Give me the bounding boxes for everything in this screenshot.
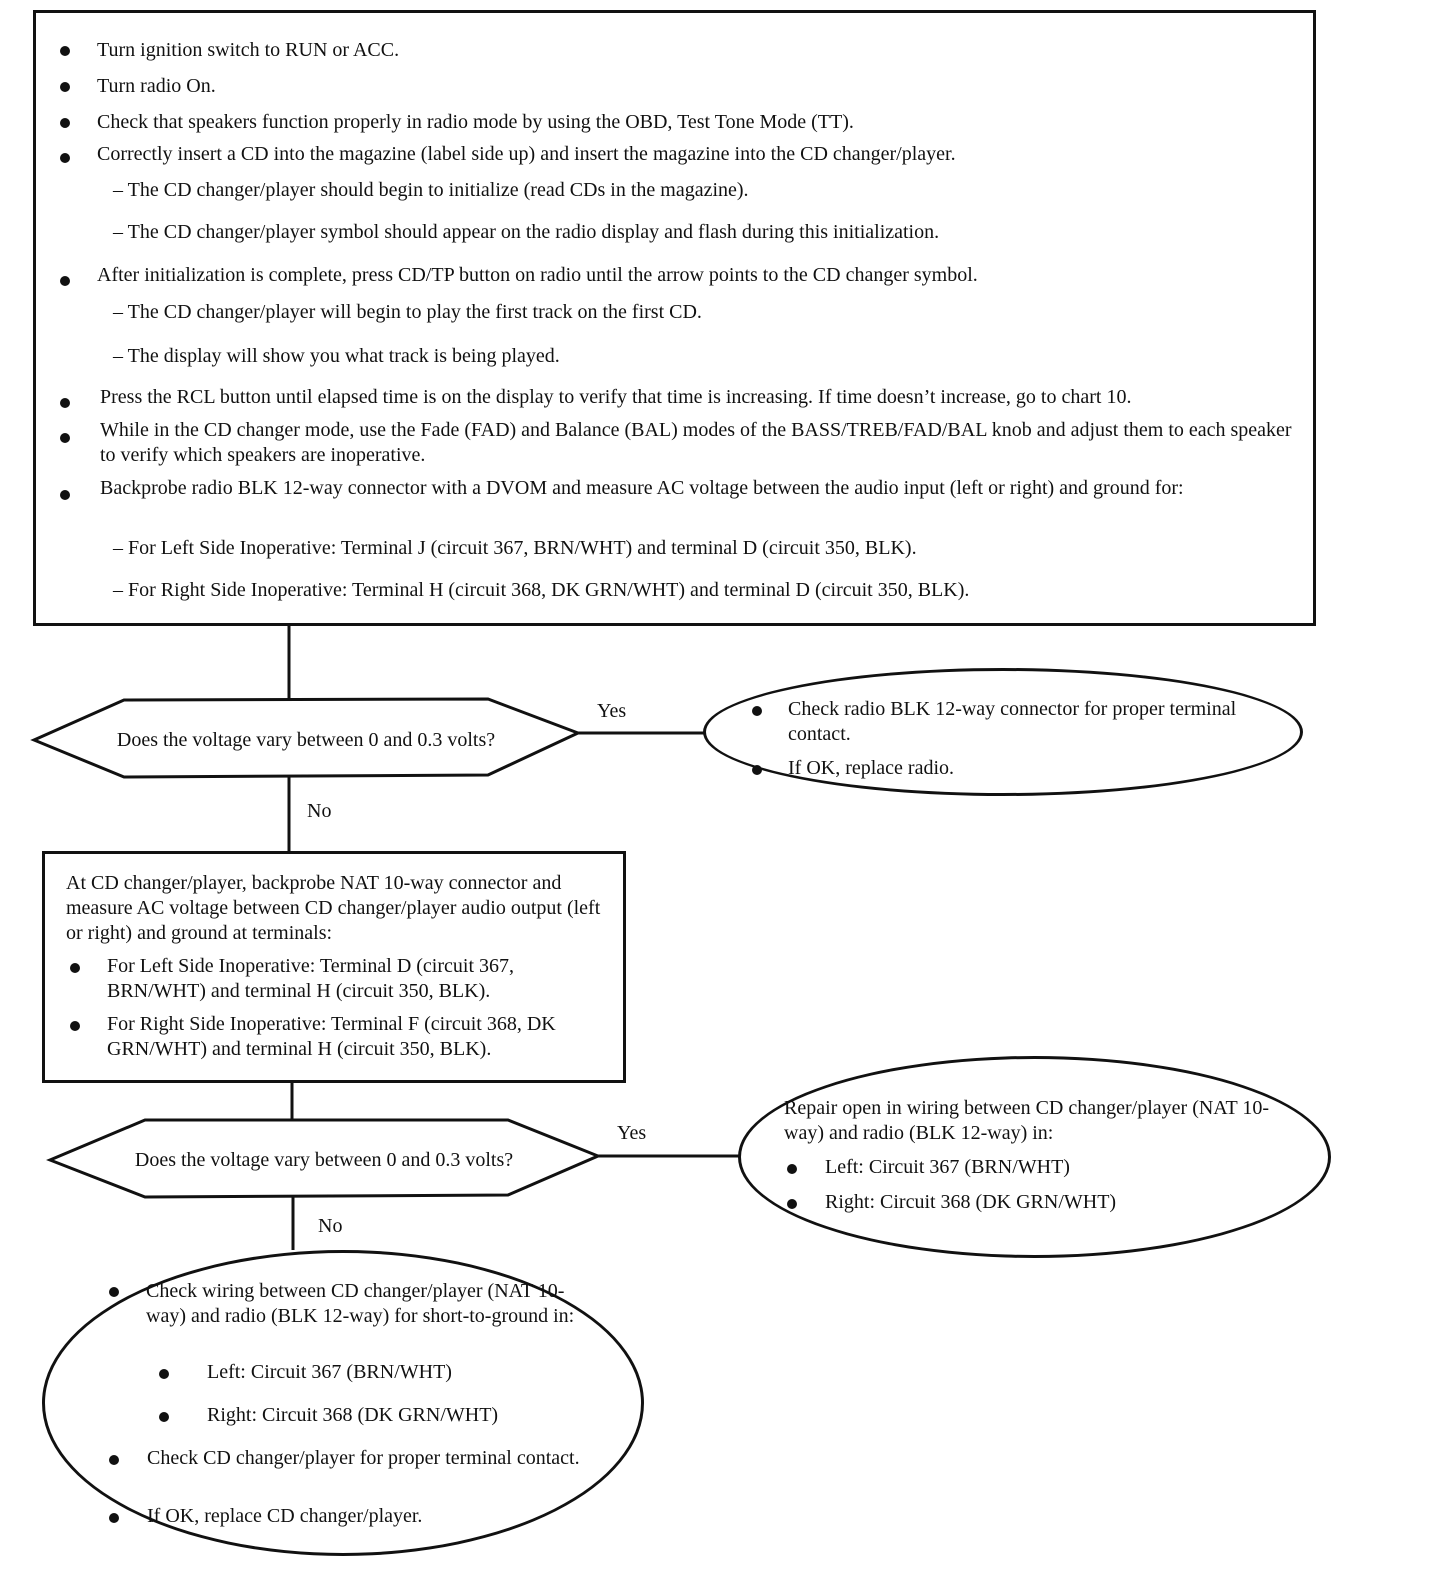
- step-insert-cd: Correctly insert a CD into the magazine (label side up) and insert the magazine into the CD changer/player.: [97, 143, 956, 165]
- substep-symbol-flash: – The CD changer/player symbol should appear on the radio display and flash during this initialization.: [113, 221, 940, 243]
- decision2-yes-label: Yes: [617, 1122, 647, 1144]
- bullet: [70, 1021, 80, 1031]
- bullet: [60, 398, 70, 408]
- bullet: [109, 1513, 119, 1523]
- decision2-question: Does the voltage vary between 0 and 0.3 volts?: [134, 1149, 514, 1171]
- step-rcl-button: Press the RCL button until elapsed time is on the display to verify that time is increasing. If time doesn’t increase, go to chart 10.: [100, 386, 1132, 408]
- replace-cd-changer: If OK, replace CD changer/player.: [147, 1505, 423, 1527]
- bullet: [60, 82, 70, 92]
- bullet: [70, 963, 80, 973]
- bullet: [159, 1369, 169, 1379]
- bullet: [787, 1199, 797, 1209]
- step-backprobe-radio: Backprobe radio BLK 12-way connector with a DVOM and measure AC voltage between the audio input (left or right) and ground for:: [100, 477, 1184, 499]
- short-right-circuit: Right: Circuit 368 (DK GRN/WHT): [207, 1404, 499, 1426]
- bullet: [60, 153, 70, 163]
- decision2-no-label: No: [318, 1215, 343, 1237]
- repair-left-circuit: Left: Circuit 367 (BRN/WHT): [825, 1156, 1070, 1178]
- bullet: [60, 118, 70, 128]
- replace-radio: If OK, replace radio.: [788, 757, 955, 779]
- cd-changer-left-inoperative: For Left Side Inoperative: Terminal D (circuit 367, BRN/WHT) and terminal H (circuit 350, BLK).: [107, 955, 515, 1002]
- substep-left-inoperative: – For Left Side Inoperative: Terminal J (circuit 367, BRN/WHT) and terminal D (circuit 350, BLK).: [113, 537, 917, 559]
- step-ignition: Turn ignition switch to RUN or ACC.: [97, 39, 400, 61]
- substep-initialize: – The CD changer/player should begin to initialize (read CDs in the magazine).: [113, 179, 749, 201]
- bullet: [159, 1412, 169, 1422]
- bullet: [60, 276, 70, 286]
- check-wiring-short-to-ground: Check wiring between CD changer/player (NAT 10-way) and radio (BLK 12-way) for short-to-ground in:: [146, 1280, 575, 1327]
- decision1-no-label: No: [307, 800, 332, 822]
- bullet: [787, 1164, 797, 1174]
- bullet: [109, 1455, 119, 1465]
- bullet: [109, 1287, 119, 1297]
- step-check-speakers: Check that speakers function properly in radio mode by using the OBD, Test Tone Mode (TT).: [97, 111, 854, 133]
- step-fade-balance: While in the CD changer mode, use the Fade (FAD) and Balance (BAL) modes of the BASS/TREB/FAD/BAL knob and adjust them to each speaker to verify which speakers are inoperative.: [100, 419, 1292, 466]
- step-press-cd-tp: After initialization is complete, press CD/TP button on radio until the arrow points to the CD changer symbol.: [97, 264, 978, 286]
- bullet: [752, 706, 762, 716]
- cd-changer-right-inoperative: For Right Side Inoperative: Terminal F (circuit 368, DK GRN/WHT) and terminal H (circuit 350, BLK).: [107, 1013, 556, 1060]
- bullet: [752, 765, 762, 775]
- substep-display-track: – The display will show you what track is being played.: [113, 345, 560, 367]
- decision1-question: Does the voltage vary between 0 and 0.3 volts?: [116, 729, 496, 751]
- cd-changer-backprobe-intro: At CD changer/player, backprobe NAT 10-way connector and measure AC voltage between CD changer/player audio output (left or right) and ground at terminals:: [66, 872, 601, 944]
- bullet: [60, 433, 70, 443]
- repair-open-wiring-intro: Repair open in wiring between CD changer/player (NAT 10-way) and radio (BLK 12-way) in:: [784, 1097, 1270, 1144]
- decision1-yes-label: Yes: [597, 700, 627, 722]
- check-cd-changer-terminal: Check CD changer/player for proper terminal contact.: [147, 1447, 580, 1469]
- short-left-circuit: Left: Circuit 367 (BRN/WHT): [207, 1361, 452, 1383]
- bullet: [60, 490, 70, 500]
- bullet: [60, 46, 70, 56]
- substep-play-first-track: – The CD changer/player will begin to play the first track on the first CD.: [113, 301, 702, 323]
- step-radio-on: Turn radio On.: [97, 75, 216, 97]
- substep-right-inoperative: – For Right Side Inoperative: Terminal H (circuit 368, DK GRN/WHT) and terminal D (circuit 350, BLK).: [113, 579, 970, 601]
- repair-right-circuit: Right: Circuit 368 (DK GRN/WHT): [825, 1191, 1117, 1213]
- check-radio-connector: Check radio BLK 12-way connector for proper terminal contact.: [788, 698, 1237, 745]
